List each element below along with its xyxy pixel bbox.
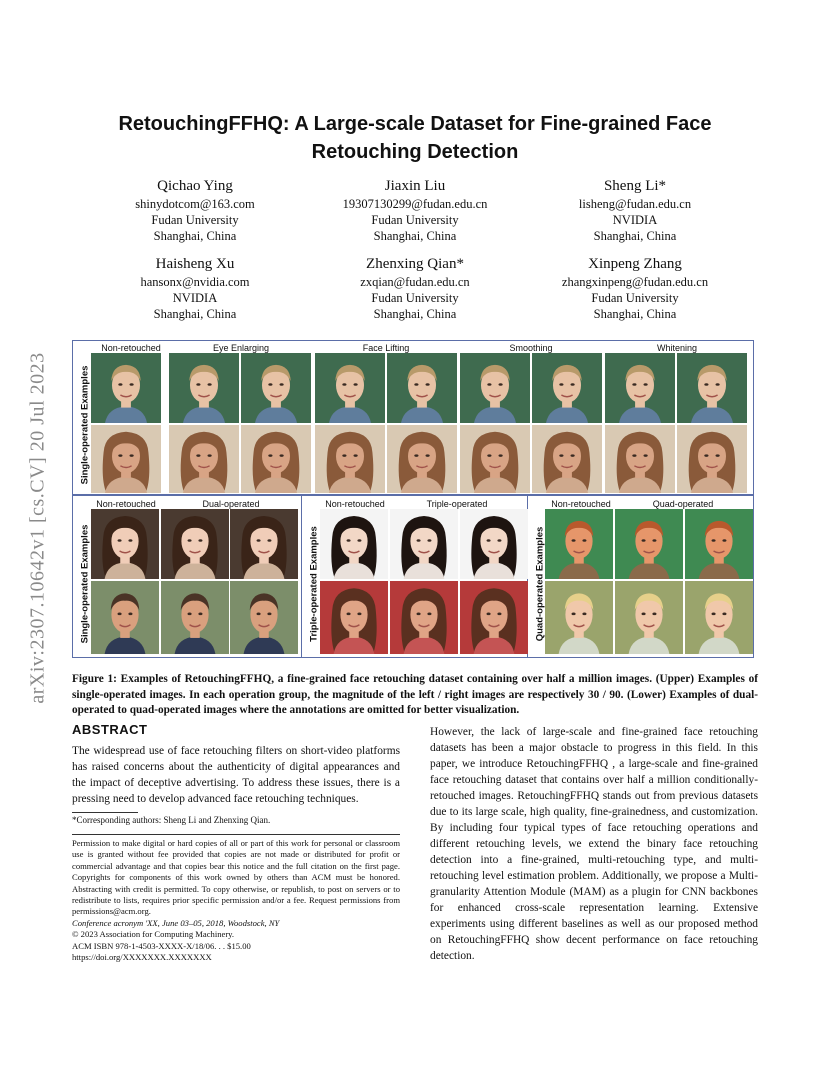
author-email: shinydotcom@163.com bbox=[135, 197, 255, 211]
author-location: Shanghai, China bbox=[593, 307, 677, 321]
dual-label-operated: Dual-operated bbox=[202, 499, 260, 509]
face-photo bbox=[390, 509, 458, 579]
face-photo bbox=[241, 425, 311, 493]
author-affiliation: NVIDIA bbox=[172, 291, 218, 305]
face-photo bbox=[460, 425, 530, 493]
author-email: zxqian@fudan.edu.cn bbox=[360, 275, 470, 289]
right-column bbox=[430, 724, 758, 964]
author-name: Zhenxing Qian* bbox=[366, 256, 464, 272]
face-photo bbox=[91, 353, 161, 423]
quad-side-label: Quad-operated Examples bbox=[534, 526, 546, 642]
dual-side-label: Single-operated Examples bbox=[79, 524, 91, 644]
face-photo bbox=[390, 581, 458, 654]
face-photo bbox=[615, 581, 683, 654]
author-name: Xinpeng Zhang bbox=[588, 256, 682, 272]
author-affiliation: Fudan University bbox=[371, 213, 459, 227]
face-photo bbox=[460, 581, 528, 654]
triple-side-label: Triple-operated Examples bbox=[308, 526, 320, 642]
face-photo bbox=[387, 425, 457, 493]
author-location: Shanghai, China bbox=[153, 307, 237, 321]
face-photo bbox=[532, 353, 602, 423]
col-label-smoothing: Smoothing bbox=[509, 343, 553, 353]
author-location: Shanghai, China bbox=[153, 229, 237, 243]
face-photo bbox=[685, 509, 753, 579]
author-affiliation: Fudan University bbox=[371, 291, 459, 305]
face-photo bbox=[545, 581, 613, 654]
face-photo bbox=[685, 581, 753, 654]
face-photo bbox=[161, 581, 229, 654]
permission-rule bbox=[72, 834, 400, 835]
author-name: Qichao Ying bbox=[157, 178, 233, 194]
abstract-text-left: The widespread use of face retouching filters on short-video platforms has raised concerns about the authenticity of digital appearances and the impact of deceptive advertising. To address these issues, there is a pressing need to develop advanced face retouching techniques. bbox=[72, 745, 400, 805]
abstract-heading: ABSTRACT bbox=[72, 722, 148, 737]
face-photo bbox=[605, 353, 675, 423]
face-photo bbox=[230, 581, 298, 654]
face-photo bbox=[241, 353, 311, 423]
col-label-face-lifting: Face Lifting bbox=[362, 343, 410, 353]
author-card bbox=[90, 176, 300, 244]
author-name: Haisheng Xu bbox=[155, 256, 235, 272]
conference-line: Conference acronym 'XX, June 03–05, 2018, Woodstock, NY bbox=[72, 917, 280, 928]
doi-line: https://doi.org/XXXXXXX.XXXXXXX bbox=[72, 952, 212, 963]
face-photo bbox=[387, 353, 457, 423]
face-photo bbox=[460, 509, 528, 579]
author-email: zhangxinpeng@fudan.edu.cn bbox=[561, 275, 709, 289]
author-affiliation: Fudan University bbox=[591, 291, 679, 305]
face-photo bbox=[677, 353, 747, 423]
face-photo bbox=[605, 425, 675, 493]
author-affiliation: Fudan University bbox=[151, 213, 239, 227]
author-card bbox=[310, 254, 520, 322]
col-label-whitening: Whitening bbox=[656, 343, 698, 353]
face-photo bbox=[169, 353, 239, 423]
left-column bbox=[72, 722, 400, 807]
face-photo bbox=[320, 509, 388, 579]
face-photo bbox=[91, 509, 159, 579]
author-email: 19307130299@fudan.edu.cn bbox=[342, 197, 488, 211]
author-card bbox=[90, 254, 300, 322]
triple-label-operated: Triple-operated bbox=[426, 499, 488, 509]
corresponding-footnote: *Corresponding authors: Sheng Li and Zhenxing Qian. bbox=[72, 815, 271, 825]
col-label-non-retouched: Non-retouched bbox=[101, 343, 161, 353]
top-side-label: Single-operated Examples bbox=[79, 365, 91, 485]
author-card bbox=[530, 176, 740, 244]
quad-label-operated: Quad-operated bbox=[652, 499, 714, 509]
author-location: Shanghai, China bbox=[373, 229, 457, 243]
permission-block bbox=[72, 838, 400, 963]
face-photo bbox=[545, 509, 613, 579]
face-photo bbox=[460, 353, 530, 423]
author-location: Shanghai, China bbox=[593, 229, 677, 243]
face-photo bbox=[161, 509, 229, 579]
author-card bbox=[310, 176, 520, 244]
triple-label-non-retouched: Non-retouched bbox=[325, 499, 385, 509]
author-email: lisheng@fudan.edu.cn bbox=[578, 197, 692, 211]
face-photo bbox=[315, 425, 385, 493]
author-name: Jiaxin Liu bbox=[384, 178, 446, 194]
face-photo bbox=[615, 509, 683, 579]
dual-label-non-retouched: Non-retouched bbox=[96, 499, 156, 509]
face-photo bbox=[677, 425, 747, 493]
permission-text: Permission to make digital or hard copies of all or part of this work for personal or classroom use is granted without fee provided that copies are not made or distributed for profit or commercial advantage and that copies bear this notice and the full citation on the first page. Copyrights for components of this work owned by others than ACM must be honored. Abstracting with credit is permitted. To copy otherwise, or republish, to post on servers or to redistribute to lists, requires prior specific permission and/or a fee. Request permissions from permissions@acm.org. bbox=[72, 838, 400, 917]
isbn-line: ACM ISBN 978-1-4503-XXXX-X/18/06. . . $15.00 bbox=[72, 940, 251, 951]
face-photo bbox=[532, 425, 602, 493]
paper-title: RetouchingFFHQ: A Large-scale Dataset for Fine-grained Face Retouching Detection bbox=[118, 113, 712, 163]
author-card bbox=[530, 254, 740, 322]
arxiv-sidebar-id bbox=[22, 295, 54, 760]
footnote-rule bbox=[72, 812, 138, 813]
author-email: hansonx@nvidia.com bbox=[140, 275, 250, 289]
author-affiliation: NVIDIA bbox=[612, 213, 658, 227]
abstract-text-right: However, the lack of large-scale and fine-grained face retouching datasets has been a major obstacle to progress in this field. In this paper, we introduce RetouchingFFHQ , a large-scale and fine-grained face retouching dataset that contains over half a million conditionally-retouched images. RetouchingFFHQ stands out from previous datasets due to its large scale, high quality, fine-grainedness, and customization. By including four typical types of face retouching operations and different retouching levels, we extend the binary face retouching detection into a fine-grained, multi-retouching type, and multi-retouching level estimation problem. Additionally, we propose a Multi-granularity Attention Module (MAM) as a plugin for CNN backbones for enhanced cross-scale representation learning. Extensive experiments using different baselines as well as our proposed method on RetouchingFFHQ show decent performance on face retouching detection. bbox=[430, 726, 758, 962]
face-photo bbox=[91, 581, 159, 654]
col-label-eye-enlarging: Eye Enlarging bbox=[212, 343, 270, 353]
author-location: Shanghai, China bbox=[373, 307, 457, 321]
quad-label-non-retouched: Non-retouched bbox=[551, 499, 611, 509]
arxiv-id-text: arXiv:2307.10642v1 [cs.CV] 20 Jul 2023 bbox=[26, 351, 49, 704]
face-photo bbox=[320, 581, 388, 654]
figure-1 bbox=[72, 340, 754, 658]
author-name: Sheng Li* bbox=[603, 178, 667, 194]
face-photo bbox=[169, 425, 239, 493]
figure-caption: Figure 1: Examples of RetouchingFFHQ, a fine-grained face retouching dataset containing over half a million images. (Upper) Examples of single-operated images. In each operation group, the magnitude of the left / right images are respectively 30 / 90. (Lower) Examples of dual-operated to quad-operated images where the annotations are omitted for better visualization. bbox=[72, 673, 758, 716]
face-photo bbox=[315, 353, 385, 423]
face-photo bbox=[230, 509, 298, 579]
copyright-line: © 2023 Association for Computing Machinery. bbox=[72, 929, 235, 940]
face-photo bbox=[91, 425, 161, 493]
